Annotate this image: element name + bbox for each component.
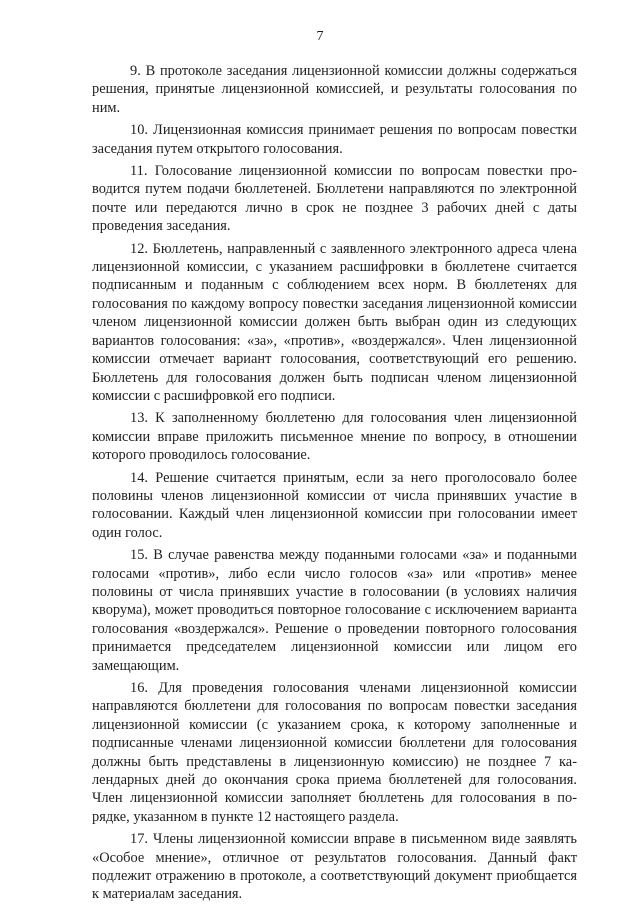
paragraph-9: 9. В протоколе заседания лицензионной комиссии должны содержаться решения, принятые лицензионной комиссией, и результаты голосования по ним. xyxy=(92,63,577,116)
paragraph-15: 15. В случае равенства между поданными голосами «за» и поданными голосами «против», либо если число голосов «за» или «против» менее половины от числа принявших участие в голосовании (в условиях наличия кворума), может проводиться повторное голосование с исключением варианта голосования «воздержался». Решение о проведении повторного голосования принимается председателем лицензионной комиссии или лицом его замещающим. xyxy=(92,547,577,674)
paragraph-16: 16. Для проведения голосования членами лицензионной комиссии направляются бюллетени для голосования по вопросам повестки заседания лицензионной комиссии (с указанием срока, к которому заполненные и подписанные членами лицензионной комиссии бюллетени для голосования должны быть представлены в лицензионную комиссию) не позднее 7 календарных дней до окончания срока приема бюллетеней для голосования. Член лицензионной комиссии заполняет бюллетень для голосования в порядке, указанном в пункте 12 настоящего раздела. xyxy=(92,680,577,825)
paragraph-12: 12. Бюллетень, направленный с заявленного электронного адреса члена лицензионной комиссии, с указанием расшифровки в бюллетене считается подписанным и поданным с соблюдением всех норм. В бюллетенях для голосования по каждому вопросу повестки заседания лицензионной комиссии членом лицензионной комиссии должен быть выбран один из следующих вариантов голосования: «за», «против», «воздержался». Член лицензионной комиссии отмечает вариант голосования, соответствующий его решению. Бюллетень для голосования должен быть подписан членом лицензионной комиссии с расшифровкой его подписи. xyxy=(92,240,577,404)
paragraph-14: 14. Решение считается принятым, если за него проголосовало более половины членов лицензионной комиссии от числа принявших участие в голосовании. Каждый член лицензионной комиссии при голосовании имеет один голос. xyxy=(92,469,577,541)
paragraph-17: 17. Члены лицензионной комиссии вправе в письменном виде заявлять «Особое мнение», отличное от результатов голосования. Данный факт подлежит отражению в протоколе, а соответствующий документ приобщается к материалам заседания. xyxy=(92,831,577,903)
page-number: 7 xyxy=(316,29,324,44)
paragraph-10: 10. Лицензионная комиссия принимает решения по вопросам повестки заседания путем открытого голосования. xyxy=(92,122,577,157)
paragraph-11: 11. Голосование лицензионной комиссии по вопросам повестки проводится путем подачи бюллетеней. Бюллетени направляются по электронной почте или передаются лично в срок не позднее 3 рабочих дней с даты проведения заседания. xyxy=(92,163,577,235)
document-body xyxy=(92,62,577,908)
paragraph-13: 13. К заполненному бюллетеню для голосования член лицензионной комиссии вправе приложить письменное мнение по вопросу, в отношении которого проводилось голосование. xyxy=(92,410,577,464)
